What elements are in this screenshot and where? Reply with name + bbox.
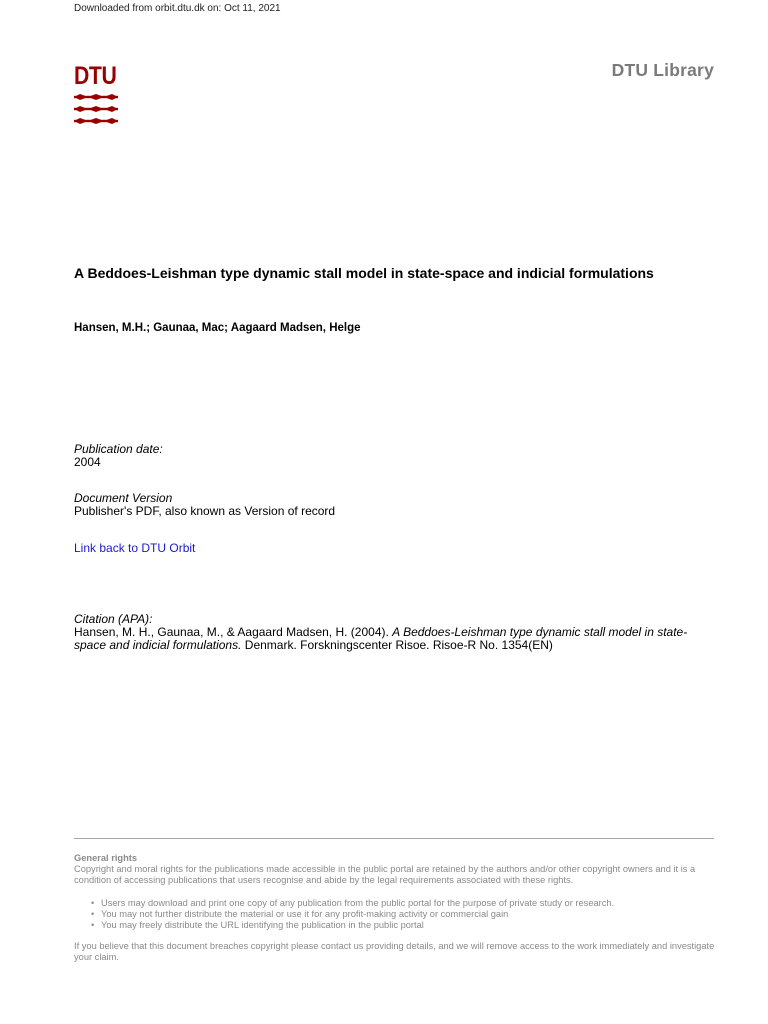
- general-rights-section: [74, 853, 716, 963]
- rights-paragraph: Copyright and moral rights for the publications made accessible in the public portal are retained by the authors and/or other copyright owners and it is a condition of accessing publications that users recognise and abide by the legal requirements associated with these rights.: [74, 864, 696, 885]
- citation-suffix: Denmark. Forskningscenter Risoe. Risoe-R No. 1354(EN): [241, 638, 553, 652]
- publication-title: A Beddoes-Leishman type dynamic stall model in state-space and indicial formulations: [74, 265, 654, 281]
- document-version-value: Publisher's PDF, also known as Version of record: [74, 504, 336, 518]
- publication-date-block: [74, 443, 163, 469]
- citation-block: [74, 613, 714, 652]
- rights-bullet: • Users may download and print one copy of any publication from the public portal for the purpose of private study or research.: [101, 898, 716, 909]
- download-note: Downloaded from orbit.dtu.dk on: Oct 11, 2021: [74, 3, 281, 14]
- publication-authors: Hansen, M.H.; Gaunaa, Mac; Aagaard Madsen, Helge: [74, 322, 361, 334]
- library-label: DTU Library: [611, 60, 714, 80]
- rights-bullet: • You may freely distribute the URL identifying the publication in the public portal: [101, 920, 716, 931]
- citation-title: A Beddoes-Leishman type dynamic stall model in state-space and indicial formulations.: [74, 625, 688, 652]
- citation-prefix: Hansen, M. H., Gaunaa, M., & Aagaard Madsen, H. (2004).: [74, 625, 393, 639]
- rights-footer: If you believe that this document breaches copyright please contact us providing details, and we will remove access to the work immediately and investigate your claim.: [74, 941, 715, 962]
- rights-heading: General rights: [74, 853, 138, 863]
- publication-date-value: 2004: [74, 455, 101, 469]
- citation-text: [74, 626, 714, 652]
- rights-list: [74, 898, 716, 931]
- divider: [74, 838, 714, 839]
- document-version-block: [74, 492, 335, 518]
- dtu-logo-text: DTU: [74, 62, 117, 90]
- dtu-logo: [74, 64, 118, 126]
- citation-label: Citation (APA):: [74, 612, 153, 626]
- document-version-label: Document Version: [74, 491, 173, 505]
- link-back-to-orbit[interactable]: Link back to DTU Orbit: [74, 541, 196, 555]
- rights-bullet: • You may not further distribute the material or use it for any profit-making activity or commercial gain: [101, 909, 716, 920]
- publication-date-label: Publication date:: [74, 442, 163, 456]
- dtu-logo-mark-icon: [74, 94, 118, 126]
